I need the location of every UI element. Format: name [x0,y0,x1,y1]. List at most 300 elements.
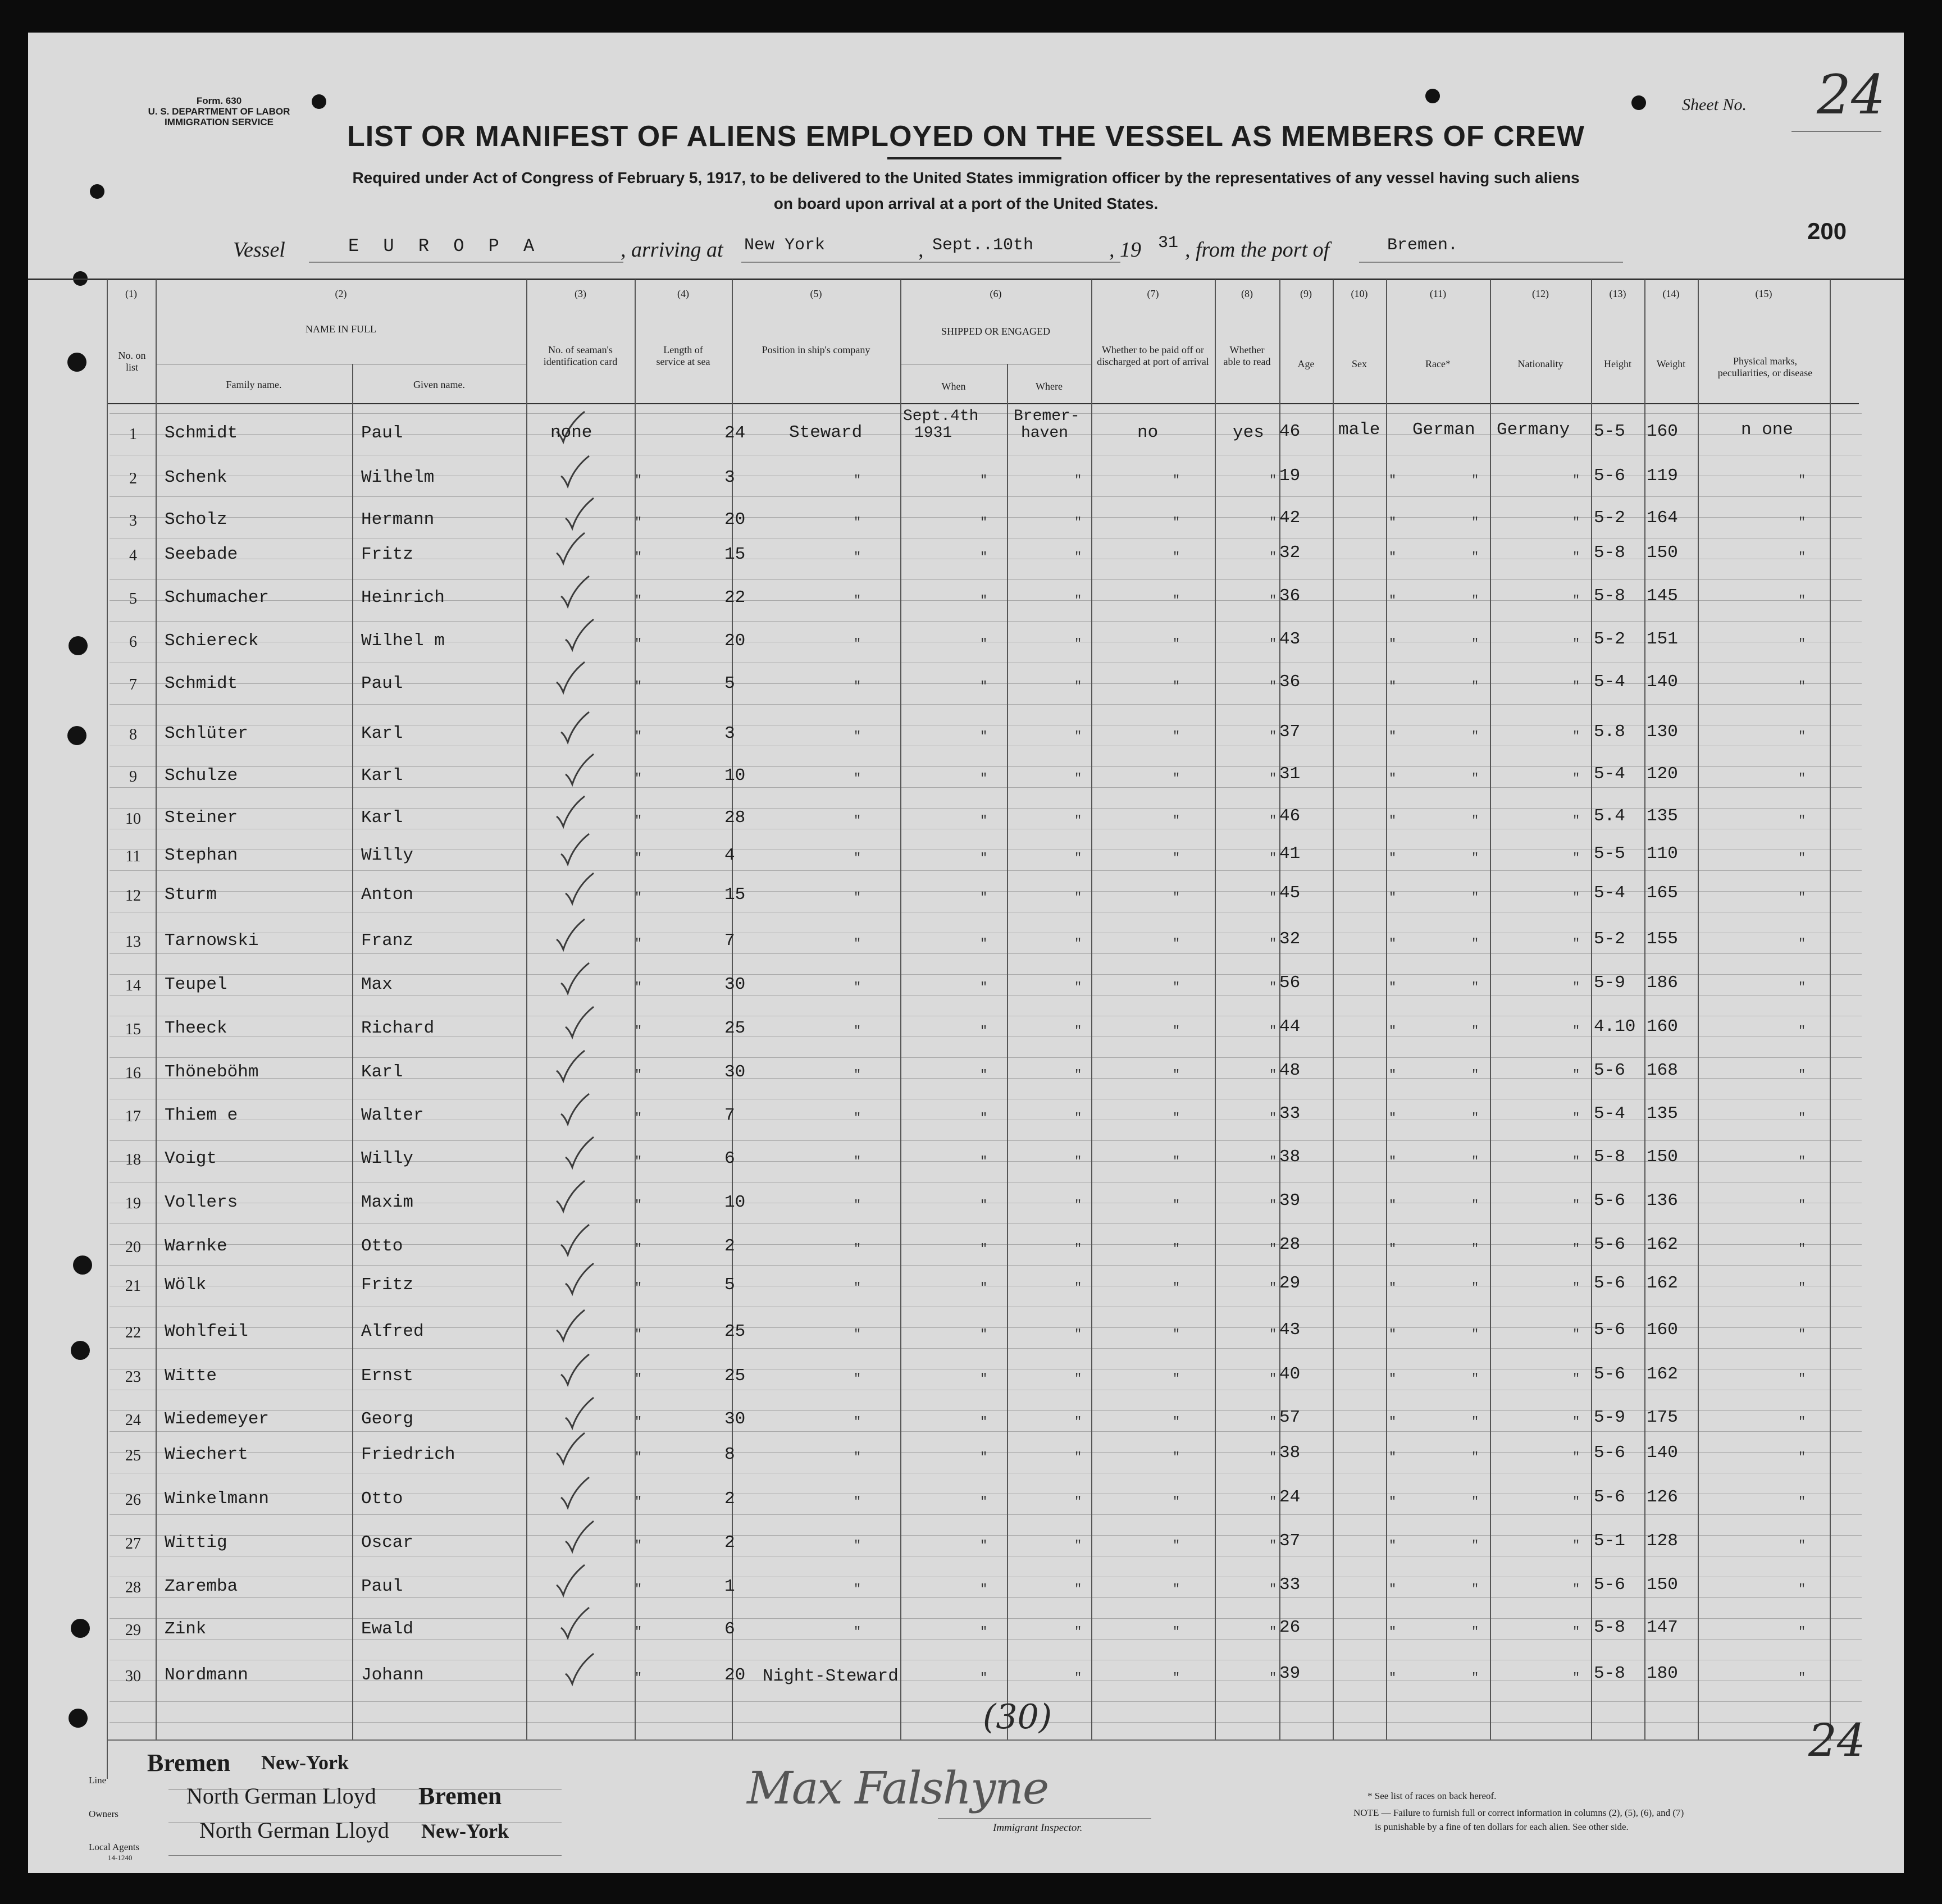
able-read-ditto: " [1269,814,1277,828]
col-rule [732,280,733,1739]
col-number: (12) [1532,288,1549,299]
when-ditto: " [980,1068,988,1082]
when-ditto: " [980,1671,988,1685]
when-ditto: " [980,1281,988,1295]
race-ditto: " [1471,1154,1479,1168]
note-line1: NOTE — Failure to furnish full or correct information in columns (2), (5), (6), and (7) [1353,1807,1684,1818]
where-line2: haven [1021,424,1069,442]
signature-underline [938,1818,1151,1819]
ruled-line [110,1639,1862,1640]
height-value: 5-5 [1594,844,1625,864]
ruled-line [110,995,1862,996]
able-read-ditto: " [1269,1582,1277,1596]
given-name: Karl [361,766,403,786]
service-length: 2 [724,1533,735,1553]
able-read-ditto: " [1269,851,1277,865]
check-mark-icon [562,1135,596,1171]
height-value: 5-6 [1594,1443,1625,1463]
able-read-ditto: " [1269,1450,1277,1464]
id-card-ditto: " [635,1281,642,1295]
col-rule [1830,280,1831,1739]
from-label: , from the port of [1185,238,1330,262]
family-name: Teupel [165,975,227,994]
arriving-label: , arriving at [621,238,723,262]
able-read-ditto: " [1269,1111,1277,1125]
nationality-ditto: " [1572,1327,1580,1341]
race-ditto: " [1471,1111,1479,1125]
age-value: 57 [1279,1408,1301,1427]
check-mark-icon [553,660,587,696]
nationality-ditto: " [1572,937,1580,951]
family-name: Voigt [165,1149,217,1168]
id-card-ditto: " [635,1415,642,1429]
weight-value: 162 [1647,1235,1678,1254]
service-length: 7 [724,931,735,951]
service-length: 1 [724,1577,735,1596]
sex-ditto: " [1389,937,1397,951]
able-read-ditto: " [1269,1372,1277,1386]
paid-off-ditto: " [1173,1582,1180,1596]
id-card-ditto: " [635,814,642,828]
check-mark-icon [562,496,596,532]
age-value: 48 [1279,1061,1301,1080]
when-ditto: " [980,937,988,951]
where-ditto: " [1074,1495,1082,1509]
age-value: 40 [1279,1364,1301,1384]
note-races: * See list of races on back hereof. [1367,1791,1497,1801]
id-card-ditto: " [635,1242,642,1256]
nationality-ditto: " [1572,473,1580,487]
race-ditto: " [1471,1671,1479,1685]
col-rule [1644,280,1645,1739]
header-when: When [941,381,966,392]
race-ditto: " [1471,550,1479,564]
sex-ditto: " [1389,729,1397,743]
weight-value: 175 [1647,1408,1678,1427]
race-ditto: " [1471,1242,1479,1256]
position-ditto: " [854,814,861,828]
marks-ditto: " [1798,1372,1806,1386]
col-rule [1591,280,1592,1739]
col-number: (10) [1351,288,1368,299]
check-mark-icon [562,1651,596,1687]
position-value: Steward [789,423,863,442]
nationality-ditto: " [1572,891,1580,905]
row-number: 16 [125,1065,141,1082]
position-ditto: " [854,1024,861,1038]
weight-value: 155 [1647,929,1678,949]
age-value: 33 [1279,1575,1301,1595]
position-ditto: " [854,937,861,951]
line-stamp-city2: New-York [261,1751,349,1774]
marks-ditto: " [1798,1024,1806,1038]
header-where: Where [1036,381,1063,392]
marks-ditto: " [1798,937,1806,951]
marks-ditto: " [1798,1625,1806,1639]
ruled-line [110,496,1862,497]
race-ditto: " [1471,1372,1479,1386]
given-name: Friedrich [361,1445,455,1464]
position-ditto: " [854,1068,861,1082]
paid-off-ditto: " [1173,891,1180,905]
check-mark-icon [562,1519,596,1555]
when-ditto: " [980,1154,988,1168]
family-name: Stephan [165,846,238,865]
from-port: Bremen. [1387,236,1458,255]
given-name: Fritz [361,1275,414,1295]
row-number: 7 [129,676,137,693]
nationality-ditto: " [1572,1281,1580,1295]
given-name: Anton [361,885,414,905]
nationality-ditto: " [1572,1198,1580,1212]
ruled-line [110,787,1862,788]
sex-ditto: " [1389,1327,1397,1341]
check-mark-icon [558,1222,591,1258]
weight-value: 150 [1647,543,1678,563]
header-given-name: Given name. [413,379,465,390]
family-name: Zink [165,1619,207,1639]
age-value: 42 [1279,508,1301,528]
height-value: 5-2 [1594,508,1625,528]
able-read-ditto: " [1269,1495,1277,1509]
header-length-service: Length of service at sea [656,344,710,367]
when-ditto: " [980,980,988,994]
where-ditto: " [1074,515,1082,529]
when-line2: 1931 [914,424,952,442]
col-rule [635,280,636,1739]
age-value: 33 [1279,1104,1301,1124]
weight-value: 168 [1647,1061,1678,1080]
paid-off-ditto: " [1173,1415,1180,1429]
sheet-number: 24 [1817,63,1886,126]
marks-ditto: " [1798,891,1806,905]
height-value: 5.4 [1594,806,1625,826]
owners-label: Owners [89,1809,118,1819]
able-read-ditto: " [1269,1538,1277,1553]
race-ditto: " [1471,637,1479,651]
given-name: Wilhel m [361,631,445,651]
nationality-ditto: " [1572,679,1580,693]
where-ditto: " [1074,550,1082,564]
height-value: 5-8 [1594,1618,1625,1637]
service-length: 28 [724,808,746,828]
sex-ditto: " [1389,980,1397,994]
weight-value: 110 [1647,844,1678,864]
age-value: 36 [1279,586,1301,606]
nationality-ditto: " [1572,1154,1580,1168]
family-name: Wittig [165,1533,227,1553]
position-ditto: " [854,1111,861,1125]
punch-hole [69,1709,88,1728]
where-ditto: " [1074,891,1082,905]
race-ditto: " [1471,1625,1479,1639]
id-card-ditto: " [635,1538,642,1553]
arriving-port: New York [744,236,826,255]
height-value: 5-2 [1594,929,1625,949]
header-nationality: Nationality [1517,358,1563,369]
row-number: 27 [125,1535,141,1553]
id-card-ditto: " [635,679,642,693]
service-length: 7 [724,1106,735,1125]
given-name: Maxim [361,1193,414,1212]
check-mark-icon [562,752,596,788]
col-number: (11) [1429,288,1447,299]
punch-hole [1631,95,1646,110]
check-mark-icon [562,871,596,907]
given-name: Otto [361,1236,403,1256]
position-ditto: " [854,1327,861,1341]
height-value: 5-2 [1594,629,1625,649]
weight-value: 128 [1647,1531,1678,1551]
weight-value: 164 [1647,508,1678,528]
sheet-number-repeat: 24 [1808,1714,1866,1766]
family-name: Wohlfeil [165,1322,248,1341]
line-label: Line [89,1775,107,1786]
where-ditto: " [1074,1154,1082,1168]
race-ditto: " [1471,515,1479,529]
marks-ditto: " [1798,1495,1806,1509]
weight-value: 180 [1647,1664,1678,1683]
header-height: Height [1604,358,1631,369]
service-length: 30 [724,1062,746,1082]
col-rule [1215,280,1216,1739]
able-read-value: yes [1233,423,1264,442]
paid-off-ditto: " [1173,771,1180,786]
age-value: 24 [1279,1487,1301,1507]
id-card-ditto: " [635,980,642,994]
row-number: 29 [125,1622,141,1639]
weight-value: 140 [1647,1443,1678,1463]
col-number: (9) [1300,288,1312,299]
id-card-ditto: " [635,891,642,905]
check-mark-icon [562,1261,596,1297]
row-number: 26 [125,1491,141,1509]
given-name: Oscar [361,1533,414,1553]
age-value: 39 [1279,1664,1301,1683]
row-number: 28 [125,1579,141,1596]
race-ditto: " [1471,1538,1479,1553]
position-ditto: " [854,593,861,608]
page-title: LIST OR MANIFEST OF ALIENS EMPLOYED ON THE VESSEL AS MEMBERS OF CREW [347,120,1585,153]
table-bottom-rule [107,1739,1859,1741]
when-ditto: " [980,1625,988,1639]
id-card-ditto: " [635,771,642,786]
able-read-ditto: " [1269,1327,1277,1341]
able-read-ditto: " [1269,980,1277,994]
ruled-line [110,1057,1862,1058]
age-value: 56 [1279,973,1301,993]
header-age: Age [1297,358,1315,369]
sex-ditto: " [1389,1582,1397,1596]
marks-ditto: " [1798,1582,1806,1596]
id-card-ditto: " [635,1198,642,1212]
height-value: 5-6 [1594,466,1625,486]
vessel-name: E U R O P A [348,236,541,257]
where-ditto: " [1074,1415,1082,1429]
age-value: 38 [1279,1443,1301,1463]
row-number: 17 [125,1108,141,1125]
check-mark-icon [553,1048,587,1084]
height-value: 5-9 [1594,973,1625,993]
col-rule [900,280,901,1739]
weight-value: 160 [1647,1017,1678,1037]
col-rule [1007,364,1008,1739]
ruled-line [110,704,1862,705]
able-read-ditto: " [1269,1024,1277,1038]
height-value: 4.10 [1594,1017,1636,1037]
header-position: Position in ship's company [762,344,870,355]
row-number: 15 [125,1021,141,1038]
when-ditto: " [980,679,988,693]
marks-ditto: " [1798,637,1806,651]
nationality-ditto: " [1572,980,1580,994]
given-name: Max [361,975,393,994]
check-mark-icon [558,961,591,997]
row-number: 18 [125,1151,141,1168]
service-length: 8 [724,1445,735,1464]
sex-ditto: " [1389,771,1397,786]
stamp-number: 200 [1807,218,1847,244]
id-card-ditto: " [635,593,642,608]
year-suffix: 31 [1158,234,1179,253]
position-ditto: " [854,1582,861,1596]
when-ditto: " [980,729,988,743]
family-name: Schmidt [165,674,238,693]
nationality-ditto: " [1572,1450,1580,1464]
punch-hole [67,726,86,745]
position-ditto: " [854,891,861,905]
punch-hole [67,353,86,372]
punch-hole [1425,89,1440,103]
nationality-ditto: " [1572,1111,1580,1125]
family-name: Schenk [165,468,227,487]
sex-ditto: " [1389,1538,1397,1553]
race-ditto: " [1471,679,1479,693]
id-card-ditto: " [635,1671,642,1685]
row-number: 1 [129,426,137,443]
height-value: 5-6 [1594,1061,1625,1080]
age-value: 46 [1279,422,1301,441]
family-name: Schmidt [165,423,238,443]
header-family-name: Family name. [226,379,282,390]
weight-value: 136 [1647,1191,1678,1211]
age-value: 41 [1279,844,1301,864]
when-ditto: " [980,1582,988,1596]
header-race: Race* [1425,358,1451,369]
weight-value: 150 [1647,1147,1678,1167]
service-length: 3 [724,468,735,487]
where-ditto: " [1074,473,1082,487]
family-name: Wiechert [165,1445,248,1464]
marks-ditto: " [1798,771,1806,786]
when-ditto: " [980,637,988,651]
family-name: Schiereck [165,631,259,651]
race-ditto: " [1471,937,1479,951]
row-number: 24 [125,1412,141,1429]
sex-ditto: " [1389,1625,1397,1639]
given-name: Wilhelm [361,468,435,487]
service-length: 3 [724,724,735,743]
nationality-ditto: " [1572,1671,1580,1685]
ruled-line [110,1223,1862,1224]
given-name: Paul [361,1577,403,1596]
position-ditto: " [854,679,861,693]
race-value: German [1412,420,1475,440]
height-value: 5.8 [1594,722,1625,742]
height-value: 5-8 [1594,586,1625,606]
age-value: 44 [1279,1017,1301,1037]
department-name: U. S. DEPARTMENT OF LABOR [148,106,290,117]
able-read-ditto: " [1269,937,1277,951]
row-number: 19 [125,1195,141,1212]
ruled-line [110,870,1862,871]
height-value: 5-4 [1594,764,1625,784]
family-name: Schulze [165,766,238,786]
race-ditto: " [1471,1495,1479,1509]
paid-off-ditto: " [1173,1242,1180,1256]
check-mark-icon [558,1352,591,1388]
position-ditto: " [854,515,861,529]
id-card-ditto: " [635,637,642,651]
id-card-ditto: " [635,1111,642,1125]
height-value: 5-1 [1594,1531,1625,1551]
age-value: 39 [1279,1191,1301,1211]
when-ditto: " [980,515,988,529]
position-ditto: " [854,550,861,564]
position-ditto: " [854,1242,861,1256]
service-length: 20 [724,510,746,529]
race-ditto: " [1471,771,1479,786]
service-length: 15 [724,545,746,564]
row-number: 23 [125,1368,141,1386]
sex-ditto: " [1389,1242,1397,1256]
age-value: 45 [1279,883,1301,903]
paid-off-ditto: " [1173,1281,1180,1295]
service-length: 10 [724,1193,746,1212]
agents-stamp-name: North German Lloyd [199,1818,389,1843]
given-name: Ernst [361,1366,414,1386]
family-name: Schlüter [165,724,248,743]
given-name: Georg [361,1409,414,1429]
paid-off-ditto: " [1173,679,1180,693]
header-id-card: No. of seaman's identification card [543,344,618,367]
when-ditto: " [980,814,988,828]
check-mark-icon [562,1004,596,1040]
able-read-ditto: " [1269,729,1277,743]
family-name: Scholz [165,510,227,529]
age-value: 43 [1279,1320,1301,1340]
paid-off-ditto: " [1173,1495,1180,1509]
when-ditto: " [980,1111,988,1125]
id-card-ditto: " [635,550,642,564]
where-ditto: " [1074,1024,1082,1038]
ruled-line [110,1431,1862,1432]
service-length: 5 [724,1275,735,1295]
id-card-ditto: " [635,1625,642,1639]
nationality-ditto: " [1572,1582,1580,1596]
sex-ditto: " [1389,1495,1397,1509]
line-stamp-city1: Bremen [147,1749,231,1777]
position-ditto: " [854,1625,861,1639]
check-mark-icon [562,1395,596,1431]
given-name: Karl [361,1062,403,1082]
paid-off-ditto: " [1173,473,1180,487]
sex-ditto: " [1389,1415,1397,1429]
header-name-in-full: NAME IN FULL [306,323,376,335]
nationality-ditto: " [1572,1242,1580,1256]
col-rule [1091,280,1092,1739]
row-number: 13 [125,933,141,951]
